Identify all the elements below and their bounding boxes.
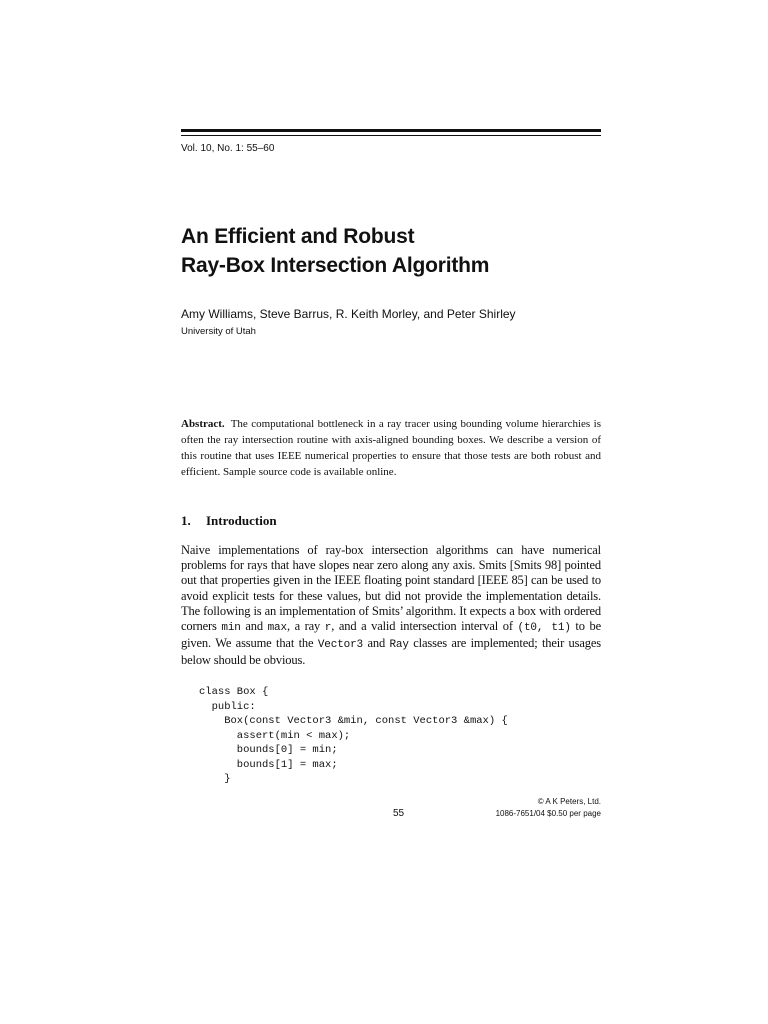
paragraph-text: , a ray xyxy=(286,619,325,634)
paragraph-text: and xyxy=(363,636,390,651)
inline-code-ray: Ray xyxy=(389,639,409,652)
inline-code-r: r xyxy=(324,622,332,635)
abstract-text: The computational bottleneck in a ray tracer using bounding volume hierarchies is often the ray intersection routine with axis-aligned bounding boxes. We describe a version of this routine that uses IEEE numerical properties to ensure that those tests are both robust and efficient. Sample source code is available online. xyxy=(181,418,601,478)
copyright: © A K Peters, Ltd. xyxy=(537,797,601,806)
inline-code-interval: (t0, t1) xyxy=(517,622,571,635)
paper-title xyxy=(181,222,489,280)
inline-code-max: max xyxy=(267,622,287,635)
volume-info: Vol. 10, No. 1: 55–60 xyxy=(181,143,275,154)
affiliation: University of Utah xyxy=(181,326,256,337)
code-listing: class Box { public: Box(const Vector3 &min, const Vector3 &max) { assert(min < max); bounds[0] = min; bounds[1] = max; } xyxy=(199,686,508,785)
paragraph-text: classes are implemented; their usages below should be obvious. xyxy=(181,636,601,668)
section-heading xyxy=(181,513,277,529)
title-line-1: An Efficient and Robust xyxy=(181,225,415,248)
introduction-paragraph xyxy=(181,543,601,669)
abstract-label: Abstract. xyxy=(181,418,225,430)
section-title: Introduction xyxy=(206,513,277,528)
title-line-2: Ray-Box Intersection Algorithm xyxy=(181,254,490,277)
paragraph-text: , and a valid intersection interval of xyxy=(331,619,518,634)
paragraph-text: and xyxy=(240,619,268,634)
price-line: 1086-7651/04 $0.50 per page xyxy=(495,809,601,818)
page-number: 55 xyxy=(393,808,405,819)
inline-code-vector3: Vector3 xyxy=(317,639,364,652)
authors: Amy Williams, Steve Barrus, R. Keith Morley, and Peter Shirley xyxy=(181,307,516,321)
paragraph-text: to be given. We assume that the xyxy=(181,619,601,651)
inline-code-min: min xyxy=(221,622,241,635)
header-rule-thick xyxy=(181,129,601,132)
section-number: 1. xyxy=(181,513,191,528)
abstract xyxy=(181,416,601,480)
header-rule-thin xyxy=(181,135,601,136)
paragraph-text: Naive implementations of ray-box intersection algorithms can have numerical problems for rays that have slopes near zero along any axis. Smits [Smits 98] pointed out that properties given in the IEEE floating point standard [IEEE 85] can be used to avoid explicit tests for these values, but did not provide the implementation details. The following is an implementation of Smits’ algorithm. It expects a box with ordered corners xyxy=(181,543,601,634)
